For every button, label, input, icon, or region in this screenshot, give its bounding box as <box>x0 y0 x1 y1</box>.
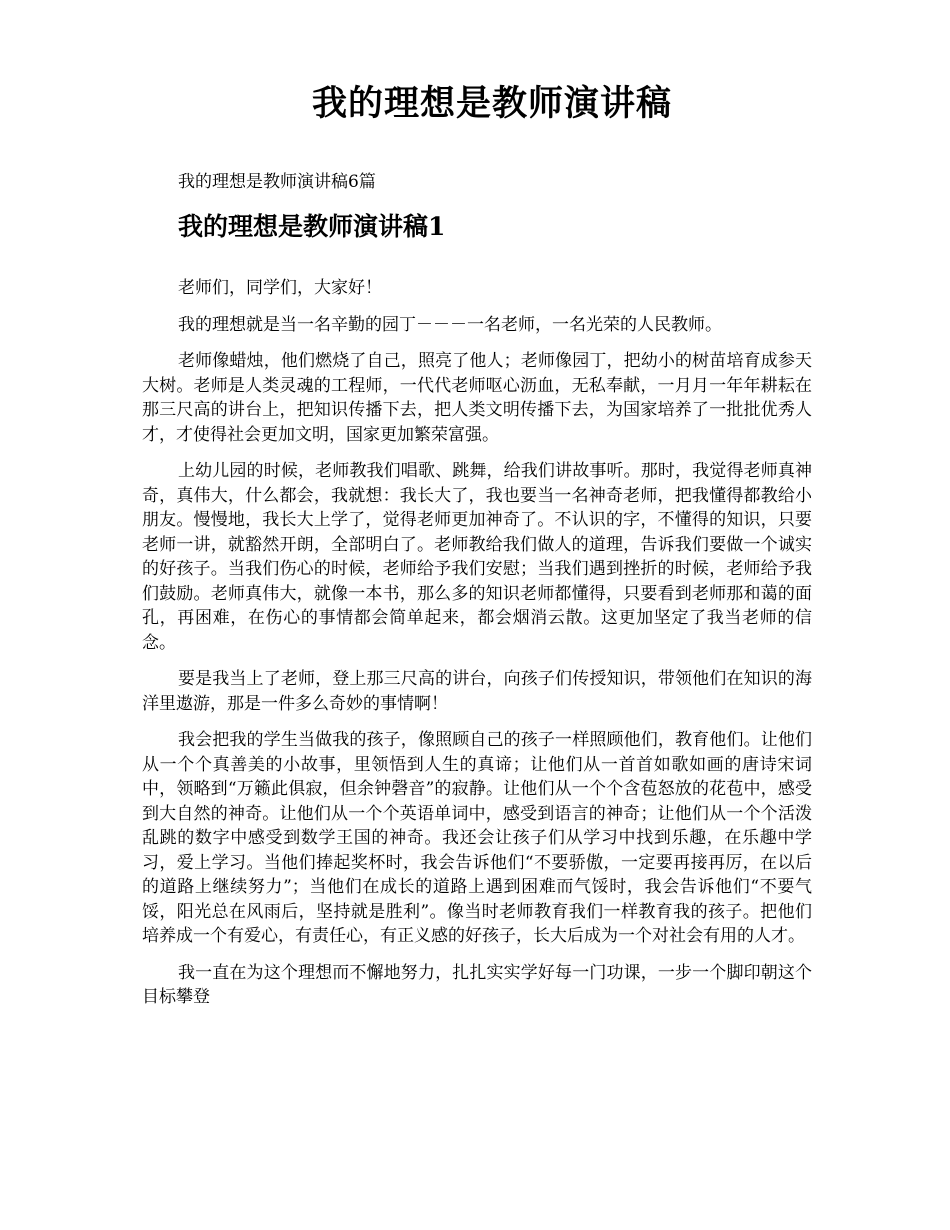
paragraph-ideal: 我的理想就是当一名辛勤的园丁－－－一名老师，一名光荣的人民教师。 <box>178 314 722 335</box>
document-body <box>142 276 812 1022</box>
section-heading: 我的理想是教师演讲稿1 <box>178 212 446 241</box>
paragraph-effort: 我一直在为这个理想而不懈地努力，扎扎实实学好每一门功课，一步一个脚印朝这个目标攀登 <box>142 962 812 1007</box>
paragraph-teacher-candle: 老师像蜡烛，他们燃烧了自己，照亮了他人；老师像园丁，把幼小的树苗培育成参天大树。老师是人类灵魂的工程师，一代代老师呕心沥血，无私奉献，一月月一年年耕耘在那三尺高的讲台上，把知识传播下去，把人类文明传播下去，为国家培养了一批批优秀人才，才使得社会更加文明，国家更加繁荣富强。 <box>142 351 812 445</box>
paragraph-greeting: 老师们，同学们，大家好！ <box>178 278 382 298</box>
paragraph-students-as-children: 我会把我的学生当做我的孩子，像照顾自己的孩子一样照顾他们，教育他们。让他们从一个个真善美的小故事，里领悟到人生的真谛；让他们从一首首如歌如画的唐诗宋词中，领略到“万籁此俱寂，但余钟磬音”的寂静。让他们从一个个含苞怒放的花苞中，感受到大自然的神奇。让他们从一个个英语单词中，感受到语言的神奇；让他们从一个个活泼乱跳的数字中感受到数学王国的神奇。我还会让孩子们从学习中找到乐趣，在乐趣中学习，爱上学习。当他们捧起奖杯时，我会告诉他们“不要骄傲，一定要再接再厉，在以后的道路上继续努力”；当他们在成长的道路上遇到困难而气馁时，我会告诉他们“不要气馁，阳光总在风雨后，坚持就是胜利”。像当时老师教育我们一样教育我的孩子。把他们培养成一个有爱心，有责任心，有正义感的好孩子，长大后成为一个对社会有用的人才。 <box>142 730 812 946</box>
document-subtitle: 我的理想是教师演讲稿6篇 <box>178 172 376 192</box>
paragraph-kindergarten: 上幼儿园的时候，老师教我们唱歌、跳舞，给我们讲故事听。那时，我觉得老师真神奇，真伟大，什么都会，我就想：我长大了，我也要当一名神奇老师，把我懂得都教给小朋友。慢慢地，我长大上学了，觉得老师更加神奇了。不认识的字，不懂得的知识，只要老师一讲，就豁然开朗，全部明白了。老师教给我们做人的道理，告诉我们要做一个诚实的好孩子。当我们伤心的时候，老师给予我们安慰；当我们遇到挫折的时候，老师给予我们鼓励。老师真伟大，就像一本书，那么多的知识老师都懂得，只要看到老师那和蔼的面孔，再困难，在伤心的事情都会简单起来，都会烟消云散。这更加坚定了我当老师的信念。 <box>142 461 812 653</box>
paragraph-if-teacher: 要是我当上了老师，登上那三尺高的讲台，向孩子们传授知识，带领他们在知识的海洋里遨游，那是一件多么奇妙的事情啊！ <box>142 669 812 714</box>
document-title: 我的理想是教师演讲稿 <box>311 83 672 124</box>
